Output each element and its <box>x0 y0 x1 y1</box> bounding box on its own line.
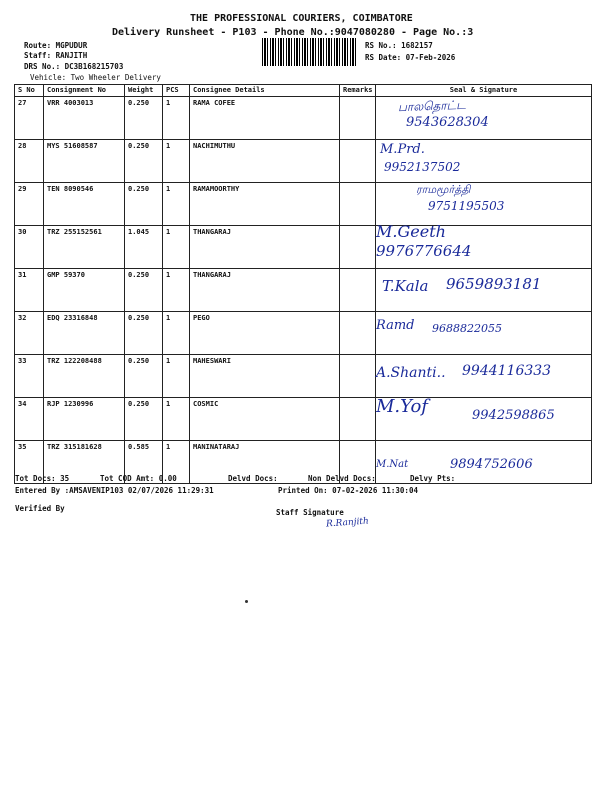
signature-name: Ramd <box>376 318 415 333</box>
cell-sno: 32 <box>15 312 44 355</box>
vehicle-label: Vehicle: Two Wheeler Delivery <box>30 73 161 82</box>
cell-consignment: MYS 51608587 <box>44 140 125 183</box>
cell-consignee: RAMAMOORTHY <box>190 183 340 226</box>
col-header-pcs: PCS <box>163 85 190 97</box>
signature-phone: 9688822055 <box>432 322 502 335</box>
cell-consignee: COSMIC <box>190 398 340 441</box>
table-row <box>15 183 592 226</box>
cell-consignment: EDQ 23316848 <box>44 312 125 355</box>
cell-pcs: 1 <box>163 97 190 140</box>
signature-phone: 9976776644 <box>376 242 472 260</box>
cell-remarks <box>340 312 376 355</box>
entered-by: Entered By :AMSAVENIP103 02/07/2026 11:29:31 <box>15 486 214 495</box>
runsheet-table <box>14 84 592 484</box>
staff-signature-label: Staff Signature <box>276 508 344 517</box>
cell-weight: 0.250 <box>125 355 163 398</box>
cell-signature <box>376 355 592 398</box>
signature-phone: 9894752606 <box>450 457 533 472</box>
cell-weight: 0.250 <box>125 269 163 312</box>
cell-sno: 35 <box>15 441 44 484</box>
cell-signature <box>376 222 592 269</box>
cell-consignment: VRR 4003013 <box>44 97 125 140</box>
table-row <box>15 269 592 312</box>
col-header-weight: Weight <box>125 85 163 97</box>
cell-pcs: 1 <box>163 140 190 183</box>
cell-consignment: GMP 59370 <box>44 269 125 312</box>
signature-phone: 9543628304 <box>406 115 489 130</box>
col-header-consignee: Consignee Details <box>190 85 340 97</box>
signature-name: M.Geeth <box>376 222 446 241</box>
cell-consignment: TRZ 255152561 <box>44 226 125 269</box>
cell-remarks <box>340 269 376 312</box>
non-delivered-docs: Non Delvd Docs: <box>308 474 376 483</box>
cell-signature <box>376 140 592 183</box>
cell-consignee: NACHIMUTHU <box>190 140 340 183</box>
cell-sno: 30 <box>15 226 44 269</box>
cell-consignment: RJP 1230996 <box>44 398 125 441</box>
table-row <box>15 140 592 183</box>
cell-signature <box>376 398 592 441</box>
signature-phone: 9751195503 <box>428 199 505 213</box>
signature-name: ராமமூர்த்தி <box>416 183 471 196</box>
cell-pcs: 1 <box>163 312 190 355</box>
cell-signature <box>376 312 592 355</box>
cell-weight: 0.250 <box>125 97 163 140</box>
cell-signature <box>376 269 592 312</box>
cell-pcs: 1 <box>163 269 190 312</box>
signature-name: M.Nat <box>376 459 409 470</box>
staff-label: Staff: RANJITH <box>24 51 88 60</box>
cell-sno: 27 <box>15 97 44 140</box>
signature-name: M.Yof <box>376 396 428 417</box>
route-label: Route: MGPUDUR <box>24 41 88 50</box>
table-header-row <box>15 85 592 97</box>
staff-signature-scrawl: R.Ranjith <box>325 516 370 530</box>
table-row <box>15 97 592 140</box>
cell-sno: 28 <box>15 140 44 183</box>
company-title: THE PROFESSIONAL COURIERS, COIMBATORE <box>190 13 413 24</box>
cell-consignee: THANGARAJ <box>190 226 340 269</box>
runsheet-title: Delivery Runsheet - P103 - Phone No.:9047080280 - Page No.:3 <box>112 27 474 38</box>
table-row <box>15 226 592 269</box>
cell-weight: 1.045 <box>125 226 163 269</box>
cell-pcs: 1 <box>163 183 190 226</box>
cell-weight: 0.250 <box>125 183 163 226</box>
cell-remarks <box>340 140 376 183</box>
table-row <box>15 355 592 398</box>
cell-pcs: 1 <box>163 441 190 484</box>
col-header-consignment: Consignment No <box>44 85 125 97</box>
cell-sno: 31 <box>15 269 44 312</box>
rs-date: RS Date: 07-Feb-2026 <box>365 53 456 62</box>
cell-sno: 34 <box>15 398 44 441</box>
barcode <box>262 38 358 66</box>
cell-consignment: TEN 8090546 <box>44 183 125 226</box>
delivery-points: Delvy Pts: <box>410 474 456 483</box>
cell-remarks <box>340 183 376 226</box>
cell-consignee: THANGARAJ <box>190 269 340 312</box>
signature-name: A.Shanti.. <box>376 365 446 381</box>
cell-weight: 0.250 <box>125 398 163 441</box>
cell-sno: 33 <box>15 355 44 398</box>
total-cod: Tot COD Amt: 0.00 <box>100 474 177 483</box>
signature-phone: 9952137502 <box>384 160 461 174</box>
cell-weight: 0.250 <box>125 312 163 355</box>
cell-remarks <box>340 97 376 140</box>
cell-remarks <box>340 226 376 269</box>
signature-phone: 9942598865 <box>472 408 555 423</box>
cell-signature <box>376 441 592 484</box>
signature-name: M.Prd. <box>380 142 425 157</box>
cell-consignment: TRZ 315181628 <box>44 441 125 484</box>
cell-consignment: TRZ 122208488 <box>44 355 125 398</box>
signature-phone: 9944116333 <box>462 363 552 379</box>
cell-consignee: MANINATARAJ <box>190 441 340 484</box>
col-header-remarks: Remarks <box>340 85 376 97</box>
col-header-sno: S No <box>15 85 44 97</box>
table-row <box>15 312 592 355</box>
cell-pcs: 1 <box>163 355 190 398</box>
cell-remarks <box>340 398 376 441</box>
cell-remarks <box>340 355 376 398</box>
drs-label: DRS No.: DC3B168215703 <box>24 62 124 71</box>
table-row <box>15 398 592 441</box>
cell-consignee: MAHESWARI <box>190 355 340 398</box>
printed-on: Printed On: 07-02-2026 11:30:04 <box>278 486 418 495</box>
total-docs: Tot Docs: 35 <box>15 474 70 483</box>
cell-signature <box>376 183 592 226</box>
cell-weight: 0.585 <box>125 441 163 484</box>
cell-consignee: PEGO <box>190 312 340 355</box>
col-header-signature: Seal & Signature <box>376 85 592 97</box>
signature-name: T.Kala <box>382 277 429 295</box>
stray-mark <box>245 600 248 603</box>
cell-pcs: 1 <box>163 398 190 441</box>
cell-pcs: 1 <box>163 226 190 269</box>
signature-name: பாலதொட்ட <box>397 97 466 115</box>
cell-consignee: RAMA COFEE <box>190 97 340 140</box>
rs-number: RS No.: 1682157 <box>365 41 433 50</box>
signature-phone: 9659893181 <box>446 275 542 293</box>
cell-signature <box>376 97 592 140</box>
cell-weight: 0.250 <box>125 140 163 183</box>
cell-sno: 29 <box>15 183 44 226</box>
verified-by-label: Verified By <box>15 504 65 513</box>
delivered-docs: Delvd Docs: <box>228 474 278 483</box>
